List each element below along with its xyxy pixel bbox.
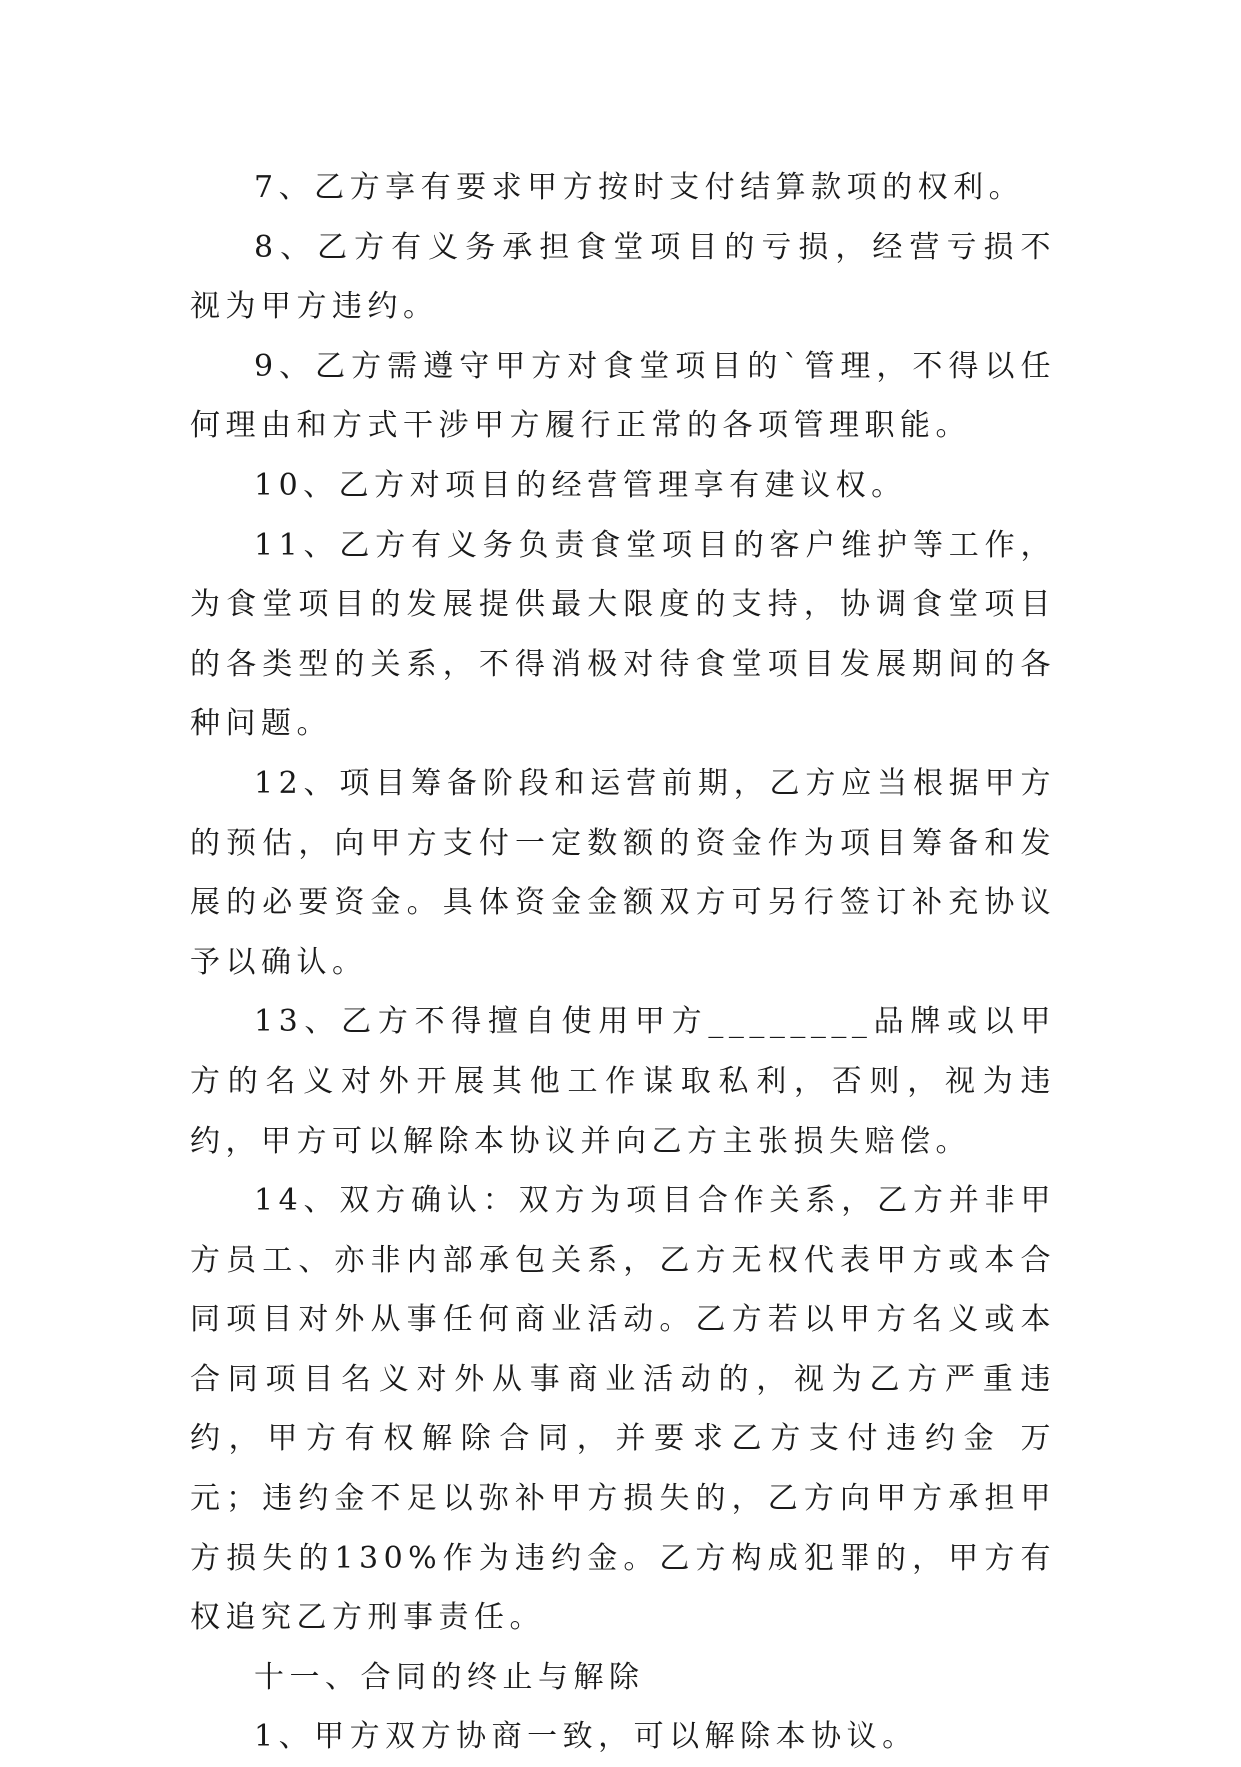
- section-heading-termination: 十一、合同的终止与解除: [254, 1659, 645, 1695]
- clause-11: 11、乙方有义务负责食堂项目的客户维护等工作，为食堂项目的发展提供最大限度的支持，协调食堂项目的各类型的关系，不得消极对待食堂项目发展期间的各种问题。: [190, 527, 1056, 742]
- clause-9: 9、乙方需遵守甲方对食堂项目的`管理，不得以任何理由和方式干涉甲方履行正常的各项管理职能。: [190, 348, 1056, 444]
- clause-13: 13、乙方不得擅自使用甲方________品牌或以甲方的名义对外开展其他工作谋取私利，否则，视为违约，甲方可以解除本协议并向乙方主张损失赔偿。: [190, 1004, 1056, 1159]
- clause-7: 7、乙方享有要求甲方按时支付结算款项的权利。: [254, 170, 1025, 205]
- clause-12: 12、项目筹备阶段和运营前期，乙方应当根据甲方的预估，向甲方支付一定数额的资金作为项目筹备和发展的必要资金。具体资金金额双方可另行签订补充协议予以确认。: [190, 765, 1056, 980]
- termination-clause-1: 1、甲方双方协商一致，可以解除本协议。: [254, 1719, 918, 1755]
- clause-14: 14、双方确认：双方为项目合作关系，乙方并非甲方员工、亦非内部承包关系，乙方无权代表甲方或本合同项目对外从事任何商业活动。乙方若以甲方名义或本合同项目名义对外从事商业活动的，视为乙方严重违约，甲方有权解除合同，并要求乙方支付违约金 万元；违约金不足以弥补甲方损失的，乙方向甲方承担甲方损失的130%作为违约金。乙方构成犯罪的，甲方有权追究乙方刑事责任。: [190, 1183, 1056, 1636]
- document-body: [190, 158, 1056, 1767]
- clause-8: 8、乙方有义务承担食堂项目的亏损，经营亏损不视为甲方违约。: [190, 229, 1056, 325]
- clause-10: 10、乙方对项目的经营管理享有建议权。: [254, 467, 907, 503]
